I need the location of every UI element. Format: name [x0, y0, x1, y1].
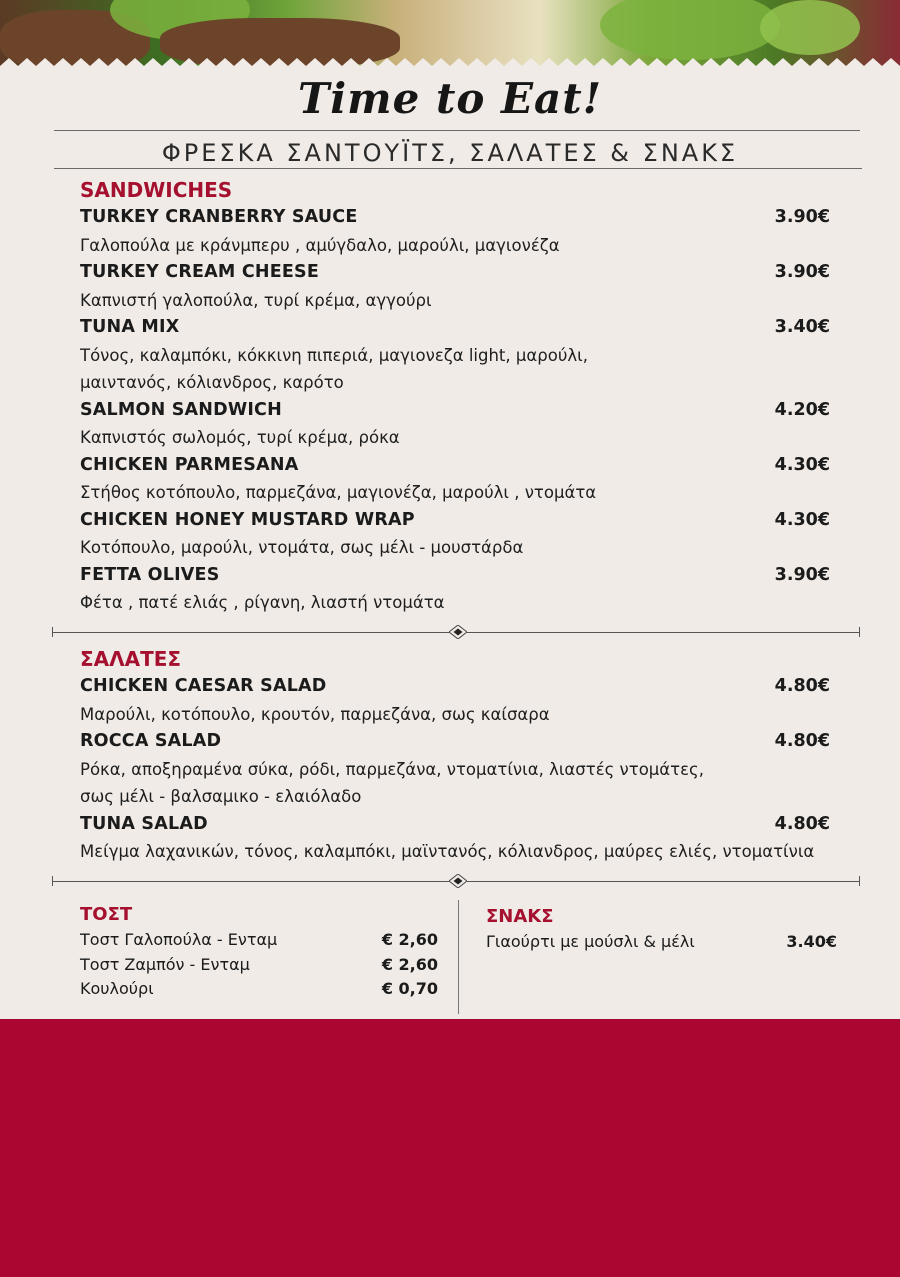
item-name: CHICKEN CAESAR SALAD: [80, 676, 327, 696]
menu-item: [80, 977, 438, 1002]
item-price: 4.80€: [774, 813, 830, 834]
zigzag-edge: [0, 56, 900, 74]
item-price: 4.30€: [774, 509, 830, 530]
item-description: μαιντανός, κόλιανδρος, καρότο: [80, 373, 344, 392]
section-title: ΣΑΛΑΤΕΣ: [80, 647, 182, 671]
menu-item: [80, 314, 830, 342]
menu-item: [80, 452, 830, 480]
page-subtitle: ΦΡΕΣΚΑ ΣΑΝΤΟΥΪΤΣ, ΣΑΛΑΤΕΣ & ΣΝΑΚΣ: [161, 139, 739, 167]
item-description: Στήθος κοτόπουλο, παρμεζάνα, μαγιονέζα, μαρούλι , ντομάτα: [80, 483, 597, 502]
item-name: CHICKEN PARMESANA: [80, 454, 299, 475]
item-name: Τοστ Γαλοπούλα - Ενταμ: [80, 930, 278, 949]
item-price: 3.40€: [786, 932, 837, 951]
item-name: FETTA OLIVES: [80, 564, 220, 585]
item-name: TURKEY CREAM CHEESE: [80, 262, 319, 282]
menu-item: [80, 673, 830, 701]
footer-band: [0, 1019, 900, 1277]
menu-item: [80, 507, 830, 535]
section-divider: [52, 625, 860, 639]
item-name: Τοστ Ζαμπόν - Ενταμ: [80, 954, 250, 974]
column-separator: [458, 900, 459, 1014]
menu-item: [80, 204, 830, 232]
item-description: Τόνος, καλαμπόκι, κόκκινη πιπεριά, μαγιονεζα light, μαρούλι,: [80, 345, 588, 365]
item-name: Γιαούρτι με μούσλι & μέλι: [486, 932, 695, 951]
item-name: TUNA SALAD: [80, 813, 208, 834]
menu-item: [486, 930, 837, 955]
item-price: 3.90€: [774, 207, 830, 227]
sandwich-list: [80, 204, 830, 617]
salad-list: [80, 673, 830, 866]
item-price: 4.80€: [774, 731, 830, 751]
diamond-ornament-icon: [449, 625, 467, 639]
menu-item: [80, 811, 830, 839]
section-title: ΤΟΣΤ: [80, 904, 133, 925]
sandwiches-section: [80, 176, 830, 617]
menu-item: [80, 562, 830, 590]
menu-item: [80, 728, 830, 756]
toast-list: [80, 928, 438, 1002]
title-rule-top: [54, 130, 860, 131]
menu-item: [80, 259, 830, 287]
item-price: 3.90€: [774, 262, 830, 282]
salads-section: [80, 645, 830, 866]
section-divider: [52, 874, 860, 888]
item-description: Κοτόπουλο, μαρούλι, ντομάτα, σως μέλι - μουστάρδα: [80, 538, 524, 557]
item-name: SALMON SANDWICH: [80, 399, 282, 420]
item-description: Μαρούλι, κοτόπουλο, κρουτόν, παρμεζάνα, σως καίσαρα: [80, 704, 550, 724]
item-description: Μείγμα λαχανικών, τόνος, καλαμπόκι, μαϊντανός, κόλιανδρος, μαύρες ελιές, ντοματίνια: [80, 842, 815, 861]
section-title: ΣΝΑΚΣ: [486, 906, 554, 927]
section-title: SANDWICHES: [80, 178, 233, 202]
snacks-section: [486, 904, 837, 955]
item-description: Καπνιστός σωλομός, τυρί κρέμα, ρόκα: [80, 428, 400, 447]
item-name: CHICKEN HONEY MUSTARD WRAP: [80, 509, 415, 530]
menu-item: [80, 397, 830, 425]
item-description: σως μέλι - βαλσαμικο - ελαιόλαδο: [80, 787, 362, 806]
item-description: Φέτα , πατέ ελιάς , ρίγανη, λιαστή ντομάτα: [80, 593, 445, 612]
item-description: Ρόκα, αποξηραμένα σύκα, ρόδι, παρμεζάνα, ντοματίνια, λιαστές ντομάτες,: [80, 759, 704, 779]
item-description: Καπνιστή γαλοπούλα, τυρί κρέμα, αγγούρι: [80, 290, 432, 310]
diamond-ornament-icon: [449, 874, 467, 888]
item-name: ROCCA SALAD: [80, 731, 222, 751]
divider-tick: [52, 876, 53, 886]
menu-item: [80, 928, 438, 953]
item-price: 3.40€: [774, 317, 830, 337]
item-price: € 0,70: [381, 979, 438, 998]
snack-list: [486, 930, 837, 955]
divider-tick: [859, 627, 860, 637]
item-price: 4.80€: [774, 676, 830, 696]
page-title: Time to Eat!: [297, 74, 603, 123]
title-rule-bottom: [54, 168, 862, 169]
item-price: € 2,60: [381, 954, 438, 974]
divider-tick: [859, 876, 860, 886]
item-price: 3.90€: [774, 564, 830, 585]
item-price: € 2,60: [381, 930, 438, 949]
item-name: TUNA MIX: [80, 317, 180, 337]
divider-tick: [52, 627, 53, 637]
item-name: Κουλούρι: [80, 979, 154, 998]
toast-section: [80, 902, 438, 1002]
item-description: Γαλοπούλα με κράνμπερυ , αμύγδαλο, μαρούλι, μαγιονέζα: [80, 235, 560, 255]
item-name: TURKEY CRANBERRY SAUCE: [80, 207, 358, 227]
menu-item: [80, 953, 438, 978]
item-price: 4.30€: [774, 454, 830, 475]
item-price: 4.20€: [774, 399, 830, 420]
